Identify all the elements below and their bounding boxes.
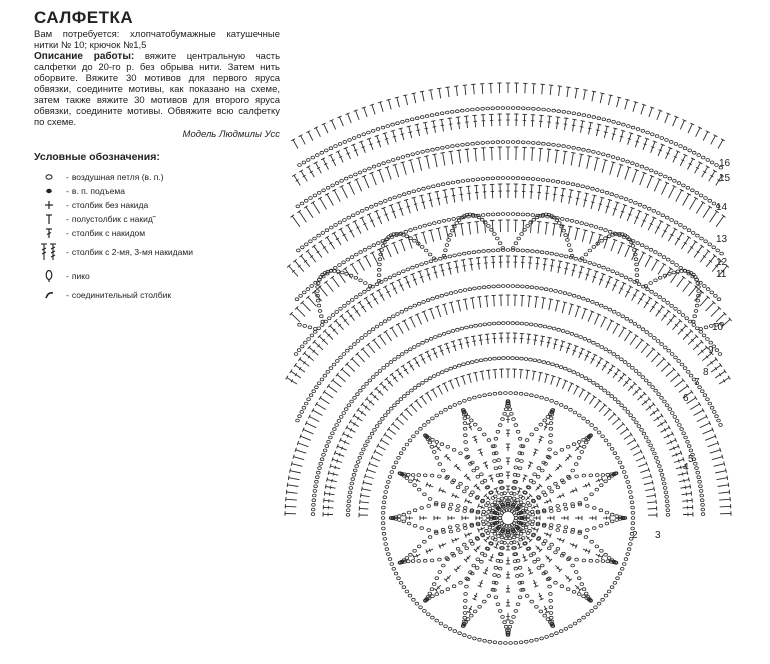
petal: [424, 434, 502, 511]
legend-item: - столбик с накидом: [34, 227, 280, 239]
petal: [511, 528, 555, 628]
legend-label: столбик без накида: [71, 199, 149, 210]
petal: [424, 525, 502, 602]
petal: [461, 409, 505, 509]
legend-item: - соединительный столбик: [34, 289, 280, 301]
legend-item: - в. п. подъема: [34, 185, 280, 197]
pattern-row: [298, 107, 723, 169]
materials-text: Вам потребуется: хлопчатобумажные катушечные нитки № 10; крючок №1,5: [34, 29, 280, 51]
center-circle: [381, 392, 635, 645]
pattern-row: [285, 295, 731, 516]
petal: [515, 434, 593, 511]
row-number-label: 5: [688, 454, 694, 465]
row-number-label: 3: [655, 530, 661, 541]
pattern-row: [286, 256, 731, 384]
legend-label: соединительный столбик: [71, 289, 172, 300]
row-number-label: 8: [703, 367, 709, 378]
row-number-label: 16: [719, 158, 731, 169]
row-number-label: 14: [716, 202, 728, 213]
legend-item: - столбик с 2-мя, 3-мя накидами: [34, 241, 280, 263]
row-number-label: 11: [716, 269, 727, 280]
row-number-label: 9: [708, 345, 714, 356]
legend-item: - столбик без накида: [34, 199, 280, 211]
legend-title: Условные обозначения:: [34, 151, 160, 163]
legend-label: воздушная петля (в. п.): [71, 171, 164, 182]
petal: [398, 521, 499, 564]
row-number-label: 12: [716, 257, 728, 268]
row-number-label: 4: [683, 462, 689, 473]
pattern-row: [290, 220, 732, 327]
row-number-label: 6: [683, 393, 689, 404]
legend-label: в. п. подъема: [71, 185, 125, 196]
row-number-label: 7: [694, 377, 700, 388]
pattern-row: [359, 369, 657, 517]
row-number-label: 10: [712, 322, 724, 333]
outer-rows: [285, 83, 732, 517]
legend-item: - полустолбик с накид˜: [34, 213, 280, 225]
row-number-label: 2: [632, 530, 638, 541]
legend-item: - воздушная петля (в. п.): [34, 171, 280, 183]
legend-label: полустолбик с накид˜: [71, 213, 156, 224]
description-text: вяжите центральную часть салфетки до 20-го р. без обрыва нити. Затем нить оборвите. Вяжите 30 мотивов для первого яруса обвязки, соедините мотивы, как показано на схеме, затем также вяжите 30 мотивов для второго яруса обвязки, соедините мотивы. Обвяжите всю салфетку по схеме.: [34, 51, 281, 128]
row-number-label: 13: [716, 234, 728, 245]
row-number-label: 15: [719, 173, 731, 184]
legend-label: столбик с 2-мя, 3-мя накидами: [71, 246, 193, 257]
legend-label: пико: [71, 270, 90, 281]
petal: [517, 472, 618, 515]
center-motif: [381, 392, 635, 645]
legend-item: - пико: [34, 265, 280, 287]
description-heading: Описание работы:: [34, 51, 135, 62]
page-title: САЛФЕТКА: [34, 8, 134, 27]
petal: [515, 525, 593, 602]
legend-label: столбик с накидом: [71, 227, 146, 238]
author-credit: Модель Людмилы Усс: [182, 129, 280, 140]
